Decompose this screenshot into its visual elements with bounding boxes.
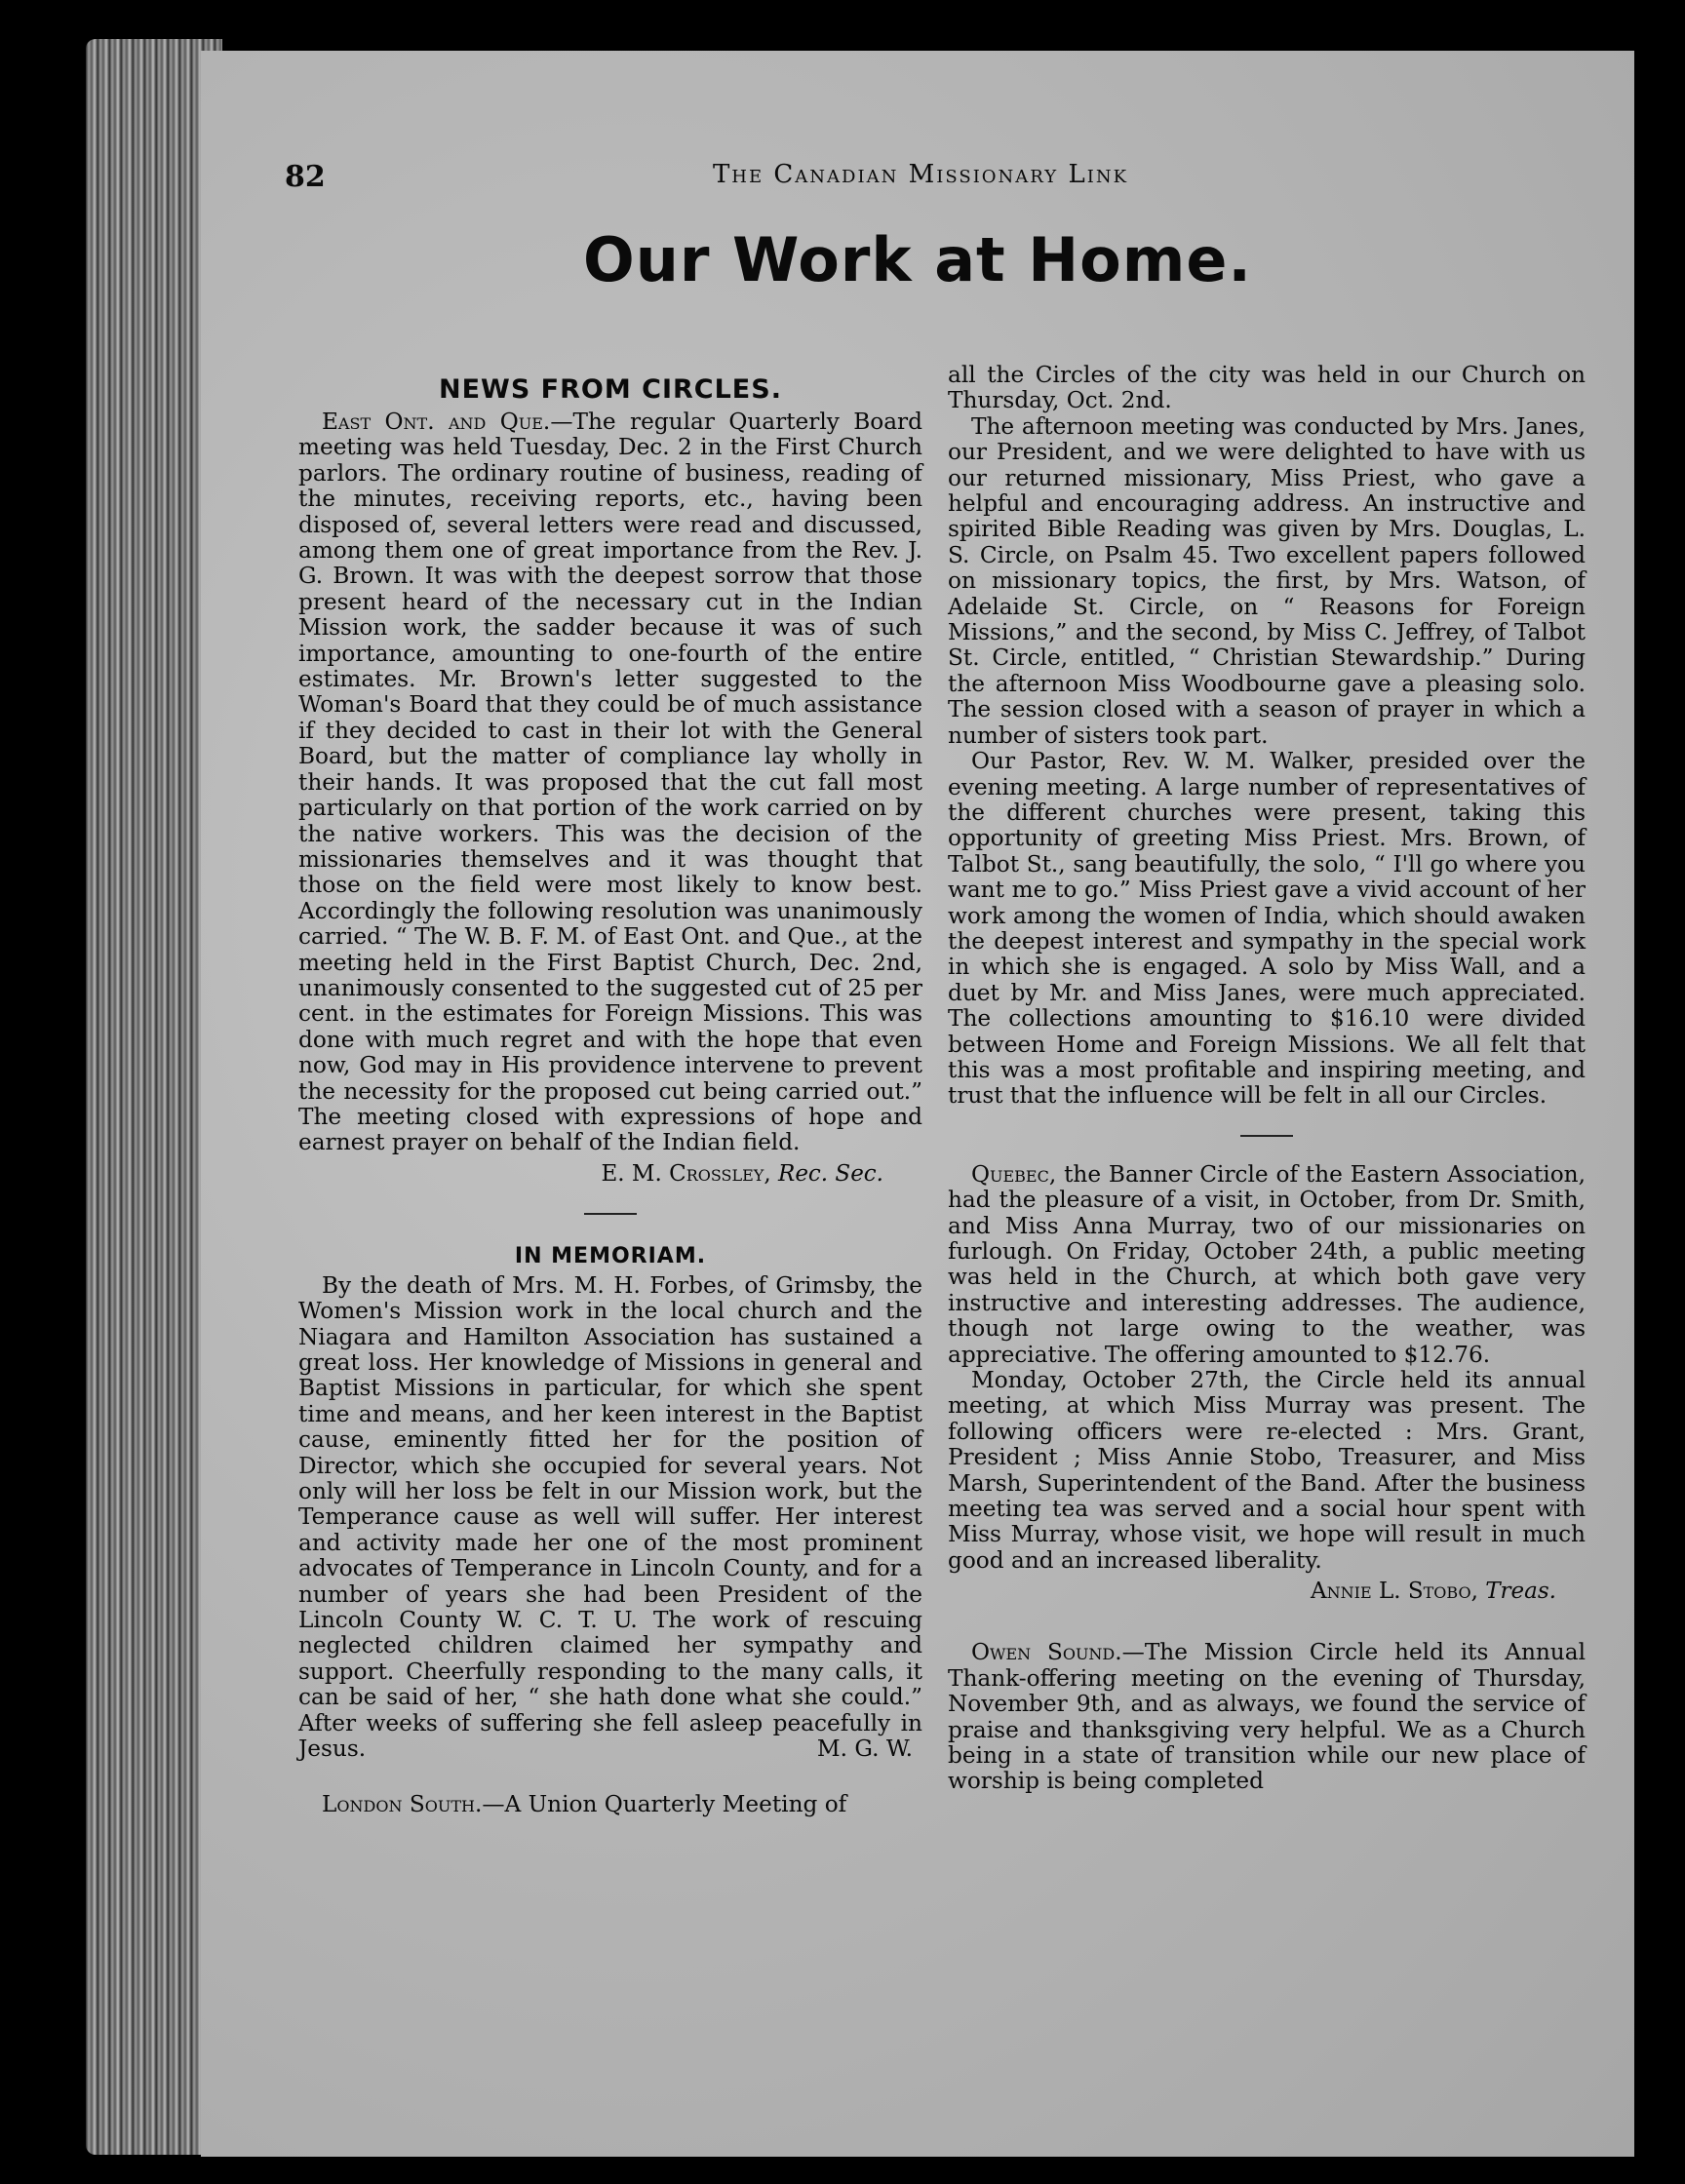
signature-name: E. M. Crossley,: [601, 1160, 771, 1187]
page-title: Our Work at Home.: [583, 224, 1252, 295]
memoriam-signature: M. G. W.: [816, 1736, 913, 1763]
paragraph-quebec-annual: Monday, October 27th, the Circle held its annual meeting, at which Miss Murray was present. The following officers were re-elected : Mrs. Grant, President ; Miss Annie Stobo, Treasurer, and Miss Marsh, Superintendent of the Band. After the business meeting tea was served and a social hour spent with Miss Murray, whose visit, we hope will result in much good and an increased liberality.: [948, 1367, 1586, 1574]
scanned-page: [201, 51, 1634, 2157]
spacer: [948, 1605, 1586, 1640]
east-ont-text: —The regular Quarterly Board meeting was held Tuesday, Dec. 2 in the First Church parlors. The ordinary routine of business, reading of the minutes, receiving reports, etc., having been disposed of, several letters were read and discussed, among them one of great importance from the Rev. J. G. Brown. It was with the deepest sorrow that those present heard of the necessary cut in the Indian Mission work, the sadder because it was of such importance, amounting to one-fourth of the entire estimates. Mr. Brown's letter suggested to the Woman's Board that they could be of much assistance if they decided to cast in their lot with the General Board, but the matter of compliance lay wholly in their hands. It was proposed that the cut fall most particularly on that portion of the work carried on by the native workers. This was the decision of the missionaries themselves and it was thought that those on the field were most likely to know best. Accordingly the following resolution was unanimously carried. “ The W. B. F. M. of East Ont. and Que., at the meeting held in the First Baptist Church, Dec. 2nd, unanimously consented to the suggested cut of 25 per cent. in the estimates for Foreign Missions. This was done with much regret and with the hope that even now, God may in His providence intervene to prevent the necessity for the proposed cut being carried out.” The meeting closed with expressions of hope and earnest prayer on behalf of the Indian field.: [298, 409, 922, 1156]
quebec-text: the Banner Circle of the Eastern Association, had the pleasure of a visit, in October, from Dr. Smith, and Miss Anna Murray, two of our missionaries on furlough. On Friday, October 24th, a public meeting was held in the Church, at which both gave very instructive and interesting addresses. The audience, though not large owing to the weather, was appreciative. The offering amounted to $12.76.: [948, 1160, 1586, 1368]
paragraph-london-evening: Our Pastor, Rev. W. M. Walker, presided over the evening meeting. A large number of representatives of the different churches were present, taking this opportunity of greeting Miss Priest. Mrs. Brown, of Talbot St., sang beautifully, the solo, “ I'll go where you want me to go.” Miss Priest gave a vivid account of her work among the women of India, which should awaken the deepest interest and sympathy in the special work in which she is engaged. A solo by Miss Wall, and a duet by Mr. and Miss Janes, were much appreciated. The collections amounting to $16.10 were divided between Home and Foreign Missions. We all felt that this was a most profitable and inspiring meeting, and trust that the influence will be felt in all our Circles.: [948, 748, 1586, 1110]
paragraph-quebec: [948, 1162, 1586, 1368]
page-number: 82: [285, 160, 326, 194]
east-ont-lead: East Ont. and Que.: [322, 409, 551, 435]
section-divider: [1240, 1135, 1293, 1137]
paragraph-london-cont: all the Circles of the city was held in our Church on Thursday, Oct. 2nd.: [948, 362, 1586, 414]
memoriam-text: By the death of Mrs. M. H. Forbes, of Grimsby, the Women's Mission work in the local church and the Niagara and Hamilton Association has sustained a great loss. Her knowledge of Missions in general and Baptist Missions in particular, for which she spent time and means, and her keen interest in the Baptist cause, eminently fitted her for the position of Director, which she occupied for several years. Not only will her loss be felt in our Mission work, but the Temperance cause as well will suffer. Her interest and activity made her one of the most prominent advocates of Temperance in Lincoln County, and for a number of years she had been President of the Lincoln County W. C. T. U. The work of rescuing neglected children claimed her sympathy and support. Cheerfully responding to the many calls, it can be said of her, “ she hath done what she could.” After weeks of suffering she fell asleep peacefully in Jesus.: [298, 1271, 922, 1763]
left-column: [298, 370, 922, 1817]
section-divider: [584, 1213, 637, 1215]
running-head: [285, 160, 1556, 199]
signature-role: Treas.: [1485, 1579, 1556, 1605]
signature-east-ont: [298, 1160, 883, 1188]
paragraph-london-start: [298, 1792, 922, 1817]
signature-name: Annie L. Stobo,: [1311, 1579, 1478, 1605]
paragraph-memoriam: [298, 1273, 922, 1763]
signature-role: Rec. Sec.: [778, 1160, 883, 1187]
owen-lead: Owen Sound.: [971, 1639, 1122, 1666]
london-text-start: —A Union Quarterly Meeting of: [482, 1790, 847, 1817]
section-heading-memoriam: IN MEMORIAM.: [514, 1243, 707, 1268]
signature-quebec: [948, 1578, 1556, 1605]
owen-text: —The Mission Circle held its Annual Thank-offering meeting on the evening of Thursday, November 9th, and as always, we found the service of praise and thanksgiving very helpful. We as a Church being in a state of transition while our new place of worship is being completed: [948, 1639, 1586, 1795]
london-lead: London South.: [322, 1790, 483, 1817]
journal-title: The Canadian Missionary Link: [712, 160, 1129, 189]
quebec-lead: Quebec,: [971, 1160, 1057, 1188]
paragraph-east-ont: [298, 410, 922, 1156]
section-heading-news: NEWS FROM CIRCLES.: [439, 374, 782, 405]
paragraph-owen-sound: [948, 1640, 1586, 1794]
right-column: [948, 363, 1586, 1795]
paragraph-london-afternoon: The afternoon meeting was conducted by Mrs. Janes, our President, and we were delighted to have with us our returned missionary, Miss Priest, who gave a helpful and encouraging address. An instructive and spirited Bible Reading was given by Mrs. Douglas, L. S. Circle, on Psalm 45. Two excellent papers followed on missionary topics, the first, by Mrs. Watson, of Adelaide St. Circle, on “ Reasons for Foreign Missions,” and the second, by Miss C. Jeffrey, of Talbot St. Circle, entitled, “ Christian Stewardship.” During the afternoon Miss Woodbourne gave a pleasing solo. The session closed with a season of prayer in which a number of sisters took part.: [948, 412, 1586, 749]
